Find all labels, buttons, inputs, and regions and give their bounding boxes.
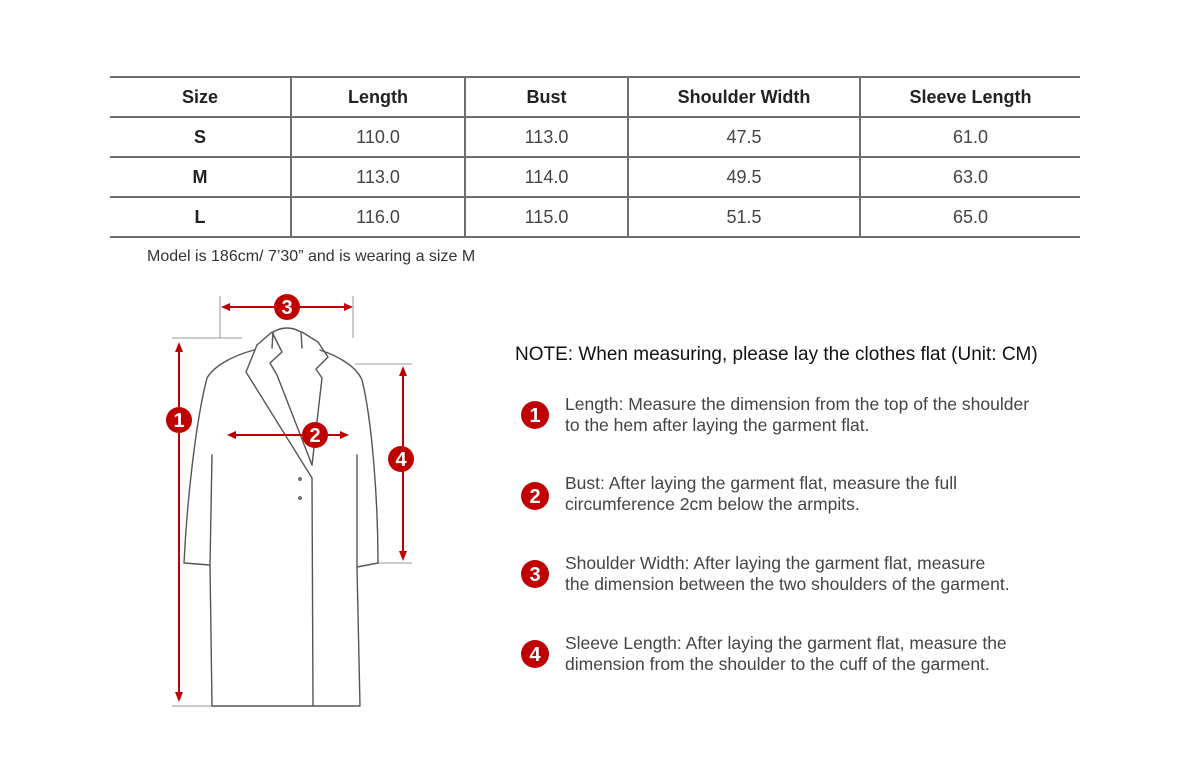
size-table-header-row (110, 77, 1080, 117)
size-chart-table (110, 76, 1080, 238)
coat-outline-icon (184, 328, 378, 706)
cell-shoulder-width: 49.5 (628, 157, 860, 197)
svg-text:4: 4 (395, 449, 407, 471)
instruction-bust (520, 473, 1100, 515)
instruction-text: Bust: After laying the garment flat, measure the full circumference 2cm below the armpits. (565, 473, 958, 514)
number-2-icon (520, 481, 550, 511)
header-sleeve-length: Sleeve Length (860, 77, 1080, 117)
svg-text:3: 3 (281, 297, 293, 319)
cell-bust: 115.0 (465, 197, 628, 237)
cell-length: 116.0 (291, 197, 465, 237)
cell-bust: 114.0 (465, 157, 628, 197)
model-size-note: Model is 186cm/ 7’30” and is wearing a size M (147, 248, 476, 265)
instruction-text: Length: Measure the dimension from the top of the shoulder to the hem after laying the garment flat. (565, 394, 1030, 435)
row-size-label: S (110, 117, 291, 157)
header-shoulder-width: Shoulder Width (628, 77, 860, 117)
marker-4-icon (388, 446, 414, 472)
svg-text:2: 2 (529, 486, 541, 508)
marker-1-icon (166, 407, 192, 433)
table-row (110, 197, 1080, 237)
cell-shoulder-width: 47.5 (628, 117, 860, 157)
header-bust: Bust (465, 77, 628, 117)
cell-sleeve-length: 61.0 (860, 117, 1080, 157)
instruction-shoulder-width (520, 553, 1100, 595)
cell-bust: 113.0 (465, 117, 628, 157)
svg-text:3: 3 (529, 564, 541, 586)
coat-measurement-diagram (150, 280, 450, 720)
cell-length: 110.0 (291, 117, 465, 157)
marker-3-icon (274, 294, 300, 320)
number-3-icon (520, 559, 550, 589)
marker-2-icon (302, 422, 328, 448)
header-size: Size (110, 77, 291, 117)
table-row (110, 117, 1080, 157)
svg-text:2: 2 (309, 425, 321, 447)
instruction-sleeve-length (520, 633, 1100, 675)
row-size-label: L (110, 197, 291, 237)
table-row (110, 157, 1080, 197)
cell-sleeve-length: 63.0 (860, 157, 1080, 197)
cell-sleeve-length: 65.0 (860, 197, 1080, 237)
number-4-icon (520, 639, 550, 669)
instruction-text: Shoulder Width: After laying the garment flat, measure the dimension between the two shoulders of the garment. (565, 553, 1010, 594)
measurement-arrows (175, 303, 407, 702)
instruction-length (520, 394, 1100, 436)
svg-text:1: 1 (173, 410, 185, 432)
number-1-icon (520, 400, 550, 430)
cell-shoulder-width: 51.5 (628, 197, 860, 237)
instruction-text: Sleeve Length: After laying the garment flat, measure the dimension from the shoulder to the cuff of the garment. (565, 633, 1007, 674)
svg-text:4: 4 (529, 644, 541, 666)
cell-length: 113.0 (291, 157, 465, 197)
measuring-note-heading: NOTE: When measuring, please lay the clothes flat (Unit: CM) (515, 344, 1038, 365)
row-size-label: M (110, 157, 291, 197)
svg-text:1: 1 (529, 405, 541, 427)
header-length: Length (291, 77, 465, 117)
